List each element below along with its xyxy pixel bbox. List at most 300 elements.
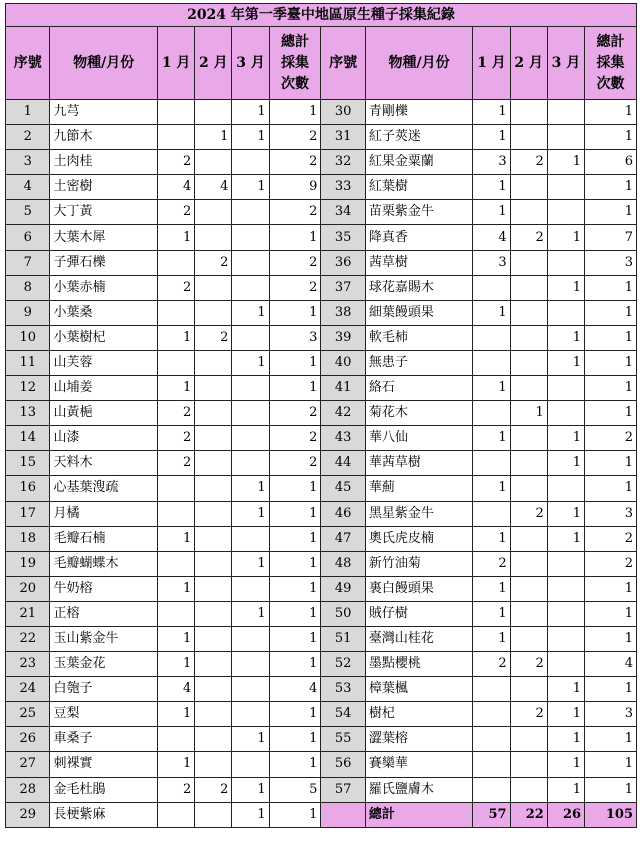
count-m3: 1 bbox=[547, 677, 584, 702]
count-m2: 2 bbox=[195, 777, 232, 802]
count-total: 1 bbox=[269, 100, 321, 125]
count-m3: 1 bbox=[232, 802, 269, 827]
count-m3 bbox=[232, 677, 269, 702]
count-m3 bbox=[547, 200, 584, 225]
count-m3: 1 bbox=[232, 300, 269, 325]
count-m1: 1 bbox=[473, 175, 510, 200]
row-index: 41 bbox=[321, 376, 365, 401]
count-m1 bbox=[473, 777, 510, 802]
row-index: 30 bbox=[321, 100, 365, 125]
count-total: 2 bbox=[585, 426, 637, 451]
species-name: 裏白饅頭果 bbox=[365, 576, 473, 601]
grand-total-label: 總計 bbox=[365, 802, 473, 827]
row-index: 15 bbox=[6, 451, 50, 476]
table-title: 2024 年第一季臺中地區原生種子採集紀錄 bbox=[6, 4, 637, 27]
count-m2 bbox=[510, 576, 547, 601]
count-m3 bbox=[232, 451, 269, 476]
count-m3 bbox=[232, 626, 269, 651]
count-m2 bbox=[510, 325, 547, 350]
row-index: 31 bbox=[321, 125, 365, 150]
count-m2 bbox=[195, 476, 232, 501]
row-index: 38 bbox=[321, 300, 365, 325]
count-total: 2 bbox=[585, 551, 637, 576]
count-m3: 1 bbox=[232, 501, 269, 526]
count-total: 1 bbox=[269, 376, 321, 401]
grand-total-m3: 26 bbox=[547, 802, 584, 827]
species-name: 豆梨 bbox=[50, 702, 158, 727]
count-m3: 1 bbox=[547, 225, 584, 250]
header-row bbox=[6, 27, 637, 100]
count-m1 bbox=[473, 401, 510, 426]
count-m2 bbox=[195, 501, 232, 526]
count-m1: 1 bbox=[473, 476, 510, 501]
count-total: 6 bbox=[585, 150, 637, 175]
count-m1: 1 bbox=[473, 626, 510, 651]
count-total: 1 bbox=[269, 802, 321, 827]
count-m1: 1 bbox=[473, 601, 510, 626]
count-total: 1 bbox=[269, 350, 321, 375]
count-total: 1 bbox=[585, 125, 637, 150]
header-mar-right: 3 月 bbox=[547, 27, 584, 100]
table-row bbox=[6, 275, 637, 300]
count-m2 bbox=[510, 175, 547, 200]
count-m1 bbox=[473, 752, 510, 777]
count-m1: 2 bbox=[158, 451, 195, 476]
count-m1: 1 bbox=[473, 426, 510, 451]
species-name: 華八仙 bbox=[365, 426, 473, 451]
count-m2 bbox=[195, 401, 232, 426]
count-m1: 1 bbox=[158, 576, 195, 601]
count-total: 1 bbox=[585, 451, 637, 476]
species-name: 毛瓣石楠 bbox=[50, 526, 158, 551]
count-m1 bbox=[473, 501, 510, 526]
row-index: 49 bbox=[321, 576, 365, 601]
row-index: 13 bbox=[6, 401, 50, 426]
table-row bbox=[6, 175, 637, 200]
count-m1: 1 bbox=[473, 376, 510, 401]
species-name: 華茜草樹 bbox=[365, 451, 473, 476]
species-name: 無患子 bbox=[365, 350, 473, 375]
species-name: 正榕 bbox=[50, 601, 158, 626]
count-m2 bbox=[195, 150, 232, 175]
count-m2 bbox=[510, 677, 547, 702]
species-name: 菊花木 bbox=[365, 401, 473, 426]
row-index: 32 bbox=[321, 150, 365, 175]
header-total-left: 總計 採集 次數 bbox=[269, 27, 321, 100]
count-m2 bbox=[195, 601, 232, 626]
row-index: 54 bbox=[321, 702, 365, 727]
count-total: 1 bbox=[269, 626, 321, 651]
count-total: 1 bbox=[585, 175, 637, 200]
count-m2 bbox=[195, 551, 232, 576]
count-m3: 1 bbox=[547, 501, 584, 526]
table-row bbox=[6, 250, 637, 275]
row-index: 24 bbox=[6, 677, 50, 702]
count-total: 1 bbox=[585, 677, 637, 702]
count-m3: 1 bbox=[547, 752, 584, 777]
table-row bbox=[6, 702, 637, 727]
count-m3 bbox=[547, 576, 584, 601]
count-m3: 1 bbox=[232, 175, 269, 200]
species-name: 樹杞 bbox=[365, 702, 473, 727]
count-m1 bbox=[158, 727, 195, 752]
count-total: 1 bbox=[269, 752, 321, 777]
count-m2: 1 bbox=[510, 401, 547, 426]
count-m3 bbox=[547, 476, 584, 501]
row-index: 22 bbox=[6, 626, 50, 651]
row-index: 16 bbox=[6, 476, 50, 501]
count-m3 bbox=[232, 376, 269, 401]
species-name: 心基葉溲疏 bbox=[50, 476, 158, 501]
species-name: 小葉赤楠 bbox=[50, 275, 158, 300]
title-row bbox=[6, 4, 637, 27]
count-m1 bbox=[158, 476, 195, 501]
count-total: 1 bbox=[269, 576, 321, 601]
count-m3 bbox=[547, 376, 584, 401]
count-m3: 1 bbox=[547, 350, 584, 375]
row-index: 33 bbox=[321, 175, 365, 200]
count-total: 1 bbox=[269, 225, 321, 250]
count-total: 1 bbox=[269, 526, 321, 551]
count-m1 bbox=[158, 125, 195, 150]
count-total: 1 bbox=[585, 401, 637, 426]
count-m1: 1 bbox=[158, 702, 195, 727]
count-m1: 2 bbox=[158, 777, 195, 802]
count-m3: 1 bbox=[547, 702, 584, 727]
count-m2 bbox=[195, 576, 232, 601]
count-m1: 2 bbox=[158, 401, 195, 426]
count-m3: 1 bbox=[547, 426, 584, 451]
count-m1: 1 bbox=[473, 100, 510, 125]
row-index: 12 bbox=[6, 376, 50, 401]
species-name: 羅氏鹽膚木 bbox=[365, 777, 473, 802]
count-m1: 1 bbox=[473, 300, 510, 325]
count-m3: 1 bbox=[547, 526, 584, 551]
header-feb-right: 2 月 bbox=[510, 27, 547, 100]
count-m3 bbox=[232, 401, 269, 426]
species-name: 子彈石櫟 bbox=[50, 250, 158, 275]
count-m1: 3 bbox=[473, 250, 510, 275]
count-m1: 1 bbox=[158, 225, 195, 250]
count-m1: 1 bbox=[473, 200, 510, 225]
count-m1: 4 bbox=[473, 225, 510, 250]
count-m1 bbox=[158, 350, 195, 375]
species-name: 賊仔樹 bbox=[365, 601, 473, 626]
species-name: 刺裸實 bbox=[50, 752, 158, 777]
count-m3: 1 bbox=[232, 727, 269, 752]
species-name: 大葉木犀 bbox=[50, 225, 158, 250]
count-total: 2 bbox=[269, 451, 321, 476]
count-m2 bbox=[510, 350, 547, 375]
count-m1 bbox=[473, 325, 510, 350]
count-total: 3 bbox=[585, 501, 637, 526]
species-name: 白匏子 bbox=[50, 677, 158, 702]
count-m1: 1 bbox=[473, 526, 510, 551]
row-index: 36 bbox=[321, 250, 365, 275]
row-index: 3 bbox=[6, 150, 50, 175]
count-total: 1 bbox=[585, 777, 637, 802]
count-m2 bbox=[510, 476, 547, 501]
header-jan-right: 1 月 bbox=[473, 27, 510, 100]
count-total: 5 bbox=[269, 777, 321, 802]
table-body bbox=[6, 4, 637, 828]
count-m1: 2 bbox=[473, 652, 510, 677]
count-m2 bbox=[510, 626, 547, 651]
table-row bbox=[6, 451, 637, 476]
count-m2 bbox=[195, 802, 232, 827]
count-m3 bbox=[547, 175, 584, 200]
row-index: 14 bbox=[6, 426, 50, 451]
table-row bbox=[6, 350, 637, 375]
count-m2: 2 bbox=[195, 250, 232, 275]
species-name: 茜草樹 bbox=[365, 250, 473, 275]
count-m3: 1 bbox=[232, 125, 269, 150]
row-index: 35 bbox=[321, 225, 365, 250]
count-m2: 2 bbox=[510, 150, 547, 175]
count-total: 3 bbox=[585, 250, 637, 275]
species-name: 賽欒華 bbox=[365, 752, 473, 777]
grand-total-m2: 22 bbox=[510, 802, 547, 827]
header-jan-left: 1 月 bbox=[158, 27, 195, 100]
count-m3: 1 bbox=[232, 777, 269, 802]
count-m2 bbox=[195, 526, 232, 551]
row-index: 34 bbox=[321, 200, 365, 225]
count-m2 bbox=[510, 125, 547, 150]
seed-collection-table bbox=[5, 3, 637, 828]
count-total: 2 bbox=[585, 526, 637, 551]
count-total: 2 bbox=[269, 125, 321, 150]
grand-total-total: 105 bbox=[585, 802, 637, 827]
count-total: 2 bbox=[269, 275, 321, 300]
count-m2 bbox=[510, 752, 547, 777]
count-m1 bbox=[473, 350, 510, 375]
species-name: 細葉饅頭果 bbox=[365, 300, 473, 325]
row-index: 23 bbox=[6, 652, 50, 677]
row-index: 53 bbox=[321, 677, 365, 702]
row-index: 1 bbox=[6, 100, 50, 125]
table-row bbox=[6, 501, 637, 526]
species-name: 毛瓣蝴蝶木 bbox=[50, 551, 158, 576]
count-m3 bbox=[547, 125, 584, 150]
row-index: 2 bbox=[6, 125, 50, 150]
count-m3: 1 bbox=[232, 350, 269, 375]
count-m3 bbox=[232, 150, 269, 175]
table-row bbox=[6, 376, 637, 401]
count-m2 bbox=[195, 100, 232, 125]
count-m1 bbox=[473, 451, 510, 476]
count-total: 1 bbox=[269, 601, 321, 626]
count-m3 bbox=[547, 626, 584, 651]
count-total: 1 bbox=[585, 727, 637, 752]
row-index: 11 bbox=[6, 350, 50, 375]
table-row bbox=[6, 125, 637, 150]
species-name: 苗栗紫金牛 bbox=[365, 200, 473, 225]
row-index: 47 bbox=[321, 526, 365, 551]
count-m2 bbox=[510, 250, 547, 275]
row-index: 21 bbox=[6, 601, 50, 626]
row-index: 28 bbox=[6, 777, 50, 802]
species-name: 玉山紫金牛 bbox=[50, 626, 158, 651]
row-index: 20 bbox=[6, 576, 50, 601]
count-m1 bbox=[158, 100, 195, 125]
count-m2 bbox=[510, 601, 547, 626]
row-index: 51 bbox=[321, 626, 365, 651]
count-m1 bbox=[158, 250, 195, 275]
count-total: 1 bbox=[585, 576, 637, 601]
count-m3: 1 bbox=[547, 150, 584, 175]
count-m3: 1 bbox=[232, 476, 269, 501]
species-name: 樟葉楓 bbox=[365, 677, 473, 702]
species-name: 天料木 bbox=[50, 451, 158, 476]
count-m1 bbox=[158, 802, 195, 827]
species-name: 月橘 bbox=[50, 501, 158, 526]
table-row bbox=[6, 526, 637, 551]
species-name: 新竹油菊 bbox=[365, 551, 473, 576]
species-name: 降真香 bbox=[365, 225, 473, 250]
row-index: 5 bbox=[6, 200, 50, 225]
count-m2 bbox=[195, 652, 232, 677]
count-m1 bbox=[158, 551, 195, 576]
count-m1 bbox=[158, 601, 195, 626]
species-name: 紅子莢迷 bbox=[365, 125, 473, 150]
table-row bbox=[6, 325, 637, 350]
table-row bbox=[6, 727, 637, 752]
count-total: 1 bbox=[269, 702, 321, 727]
species-name: 大丁黃 bbox=[50, 200, 158, 225]
row-index: 57 bbox=[321, 777, 365, 802]
count-m1: 3 bbox=[473, 150, 510, 175]
count-m1: 2 bbox=[158, 200, 195, 225]
count-total: 2 bbox=[269, 250, 321, 275]
count-m2 bbox=[195, 426, 232, 451]
count-total: 1 bbox=[585, 200, 637, 225]
row-index: 44 bbox=[321, 451, 365, 476]
row-index: 55 bbox=[321, 727, 365, 752]
count-total: 2 bbox=[269, 150, 321, 175]
count-m2 bbox=[195, 451, 232, 476]
count-total: 2 bbox=[269, 401, 321, 426]
table-row bbox=[6, 777, 637, 802]
count-m2 bbox=[195, 752, 232, 777]
count-m3 bbox=[547, 100, 584, 125]
count-m3 bbox=[232, 275, 269, 300]
count-m2 bbox=[195, 702, 232, 727]
row-index: 29 bbox=[6, 802, 50, 827]
count-m2: 2 bbox=[195, 325, 232, 350]
row-index: 25 bbox=[6, 702, 50, 727]
species-name: 玉葉金花 bbox=[50, 652, 158, 677]
species-name: 墨點櫻桃 bbox=[365, 652, 473, 677]
row-index: 10 bbox=[6, 325, 50, 350]
table-row bbox=[6, 476, 637, 501]
count-m3 bbox=[232, 526, 269, 551]
header-species-left: 物種/月份 bbox=[50, 27, 158, 100]
count-m2 bbox=[510, 551, 547, 576]
count-m1 bbox=[473, 702, 510, 727]
count-m3: 1 bbox=[232, 551, 269, 576]
count-m2 bbox=[510, 526, 547, 551]
count-m1: 2 bbox=[473, 551, 510, 576]
count-m2: 4 bbox=[195, 175, 232, 200]
species-name: 土密樹 bbox=[50, 175, 158, 200]
count-m3 bbox=[232, 702, 269, 727]
count-total: 4 bbox=[585, 652, 637, 677]
row-index: 18 bbox=[6, 526, 50, 551]
species-name: 小葉桑 bbox=[50, 300, 158, 325]
table-row bbox=[6, 401, 637, 426]
count-m1: 1 bbox=[473, 576, 510, 601]
count-m3 bbox=[232, 325, 269, 350]
count-m2 bbox=[195, 376, 232, 401]
species-name: 絡石 bbox=[365, 376, 473, 401]
count-m1: 1 bbox=[158, 752, 195, 777]
species-name: 九芎 bbox=[50, 100, 158, 125]
count-m3 bbox=[547, 551, 584, 576]
species-name: 奧氏虎皮楠 bbox=[365, 526, 473, 551]
count-m3 bbox=[547, 250, 584, 275]
row-index: 6 bbox=[6, 225, 50, 250]
count-total: 1 bbox=[585, 601, 637, 626]
count-m3 bbox=[232, 250, 269, 275]
table-row bbox=[6, 576, 637, 601]
row-index: 26 bbox=[6, 727, 50, 752]
row-index: 4 bbox=[6, 175, 50, 200]
table-row bbox=[6, 200, 637, 225]
count-m1 bbox=[158, 300, 195, 325]
count-m3 bbox=[547, 601, 584, 626]
grand-total-m1: 57 bbox=[473, 802, 510, 827]
count-total: 1 bbox=[269, 476, 321, 501]
species-name: 山黃梔 bbox=[50, 401, 158, 426]
species-name: 土肉桂 bbox=[50, 150, 158, 175]
species-name: 山芙蓉 bbox=[50, 350, 158, 375]
count-m1: 1 bbox=[473, 125, 510, 150]
count-m1: 1 bbox=[158, 325, 195, 350]
count-m3 bbox=[547, 300, 584, 325]
row-index: 42 bbox=[321, 401, 365, 426]
count-m3 bbox=[547, 652, 584, 677]
count-m2 bbox=[510, 777, 547, 802]
count-m1: 1 bbox=[158, 626, 195, 651]
count-m2 bbox=[510, 275, 547, 300]
count-m2: 1 bbox=[195, 125, 232, 150]
count-total: 3 bbox=[269, 325, 321, 350]
row-index: 17 bbox=[6, 501, 50, 526]
species-name: 澀葉榕 bbox=[365, 727, 473, 752]
count-m2 bbox=[510, 451, 547, 476]
count-total: 1 bbox=[585, 752, 637, 777]
count-total: 1 bbox=[585, 476, 637, 501]
count-m2 bbox=[195, 300, 232, 325]
species-name: 紅果金粟蘭 bbox=[365, 150, 473, 175]
count-m3 bbox=[232, 225, 269, 250]
count-m2 bbox=[510, 727, 547, 752]
count-m1: 1 bbox=[158, 526, 195, 551]
species-name: 九節木 bbox=[50, 125, 158, 150]
count-m1: 2 bbox=[158, 150, 195, 175]
row-index: 48 bbox=[321, 551, 365, 576]
row-index: 39 bbox=[321, 325, 365, 350]
count-m3: 1 bbox=[232, 601, 269, 626]
count-total: 1 bbox=[269, 727, 321, 752]
header-species-right: 物種/月份 bbox=[365, 27, 473, 100]
count-total: 1 bbox=[585, 300, 637, 325]
species-name: 車桑子 bbox=[50, 727, 158, 752]
species-name: 紅葉樹 bbox=[365, 175, 473, 200]
species-name: 山埔姜 bbox=[50, 376, 158, 401]
row-index: 43 bbox=[321, 426, 365, 451]
table-row bbox=[6, 752, 637, 777]
